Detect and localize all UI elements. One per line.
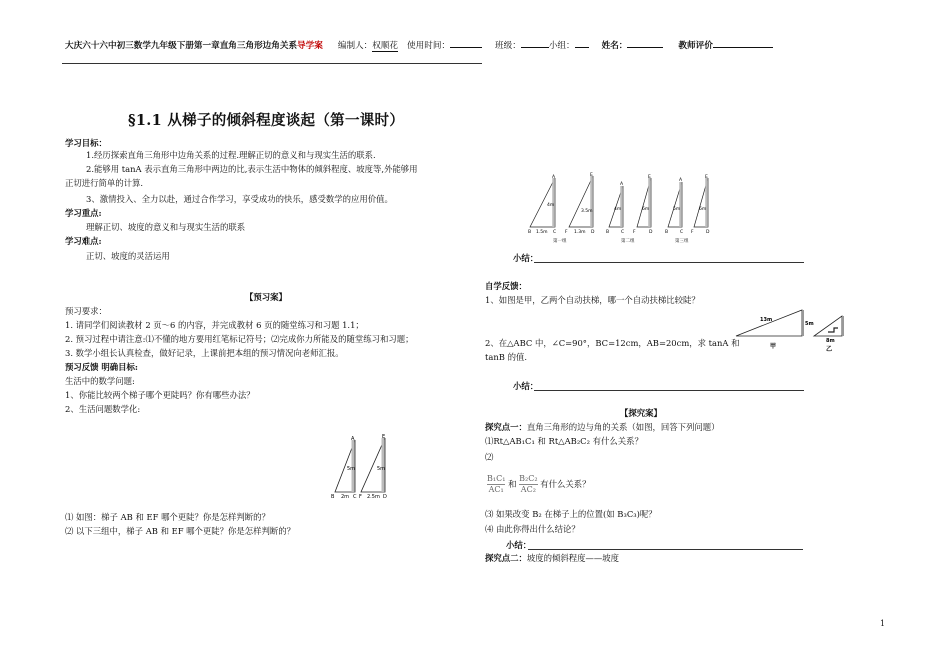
fraction-1: [487, 474, 505, 495]
fig1-label-5m-1: 5m: [347, 466, 356, 472]
p1-q3: ⑶ 如果改变 B₂ 在梯子上的位置(如 B₃C₃)呢？: [485, 509, 657, 519]
fig2-label-a1: A: [552, 175, 556, 180]
summary-label-3: 小结：: [506, 540, 532, 550]
fig2-label-c3: C: [680, 230, 684, 235]
difficulty-heading: 学习难点:: [65, 236, 102, 246]
fig1-label-a: A: [351, 436, 355, 442]
fraction-tail: 有什么关系？: [540, 479, 591, 489]
escalator-yi-wall: [842, 316, 844, 336]
fig2-label-d3: D: [706, 230, 710, 235]
esc-label-yi: 乙: [826, 346, 833, 353]
header-group-label: 小组：: [548, 41, 575, 51]
fig2-label-e2: E: [648, 175, 651, 180]
header-evaluation-blank[interactable]: [713, 47, 773, 48]
fig2-label-e1: E: [590, 173, 593, 178]
escalator-jia: [736, 310, 802, 336]
fig1-label-d: D: [383, 494, 387, 500]
fig2-label-c2: C: [621, 230, 625, 235]
page-title: §1.1 从梯子的倾斜程度谈起（第一课时）: [128, 112, 405, 129]
summary-label-1: 小结：: [513, 253, 539, 263]
fig1-label-2-5m: 2.5m: [367, 494, 380, 500]
question-1: ⑴ 如图：梯子 AB 和 EF 哪个更陡？你是怎样判断的？: [65, 512, 270, 522]
header-divider: [62, 63, 482, 64]
goal-1: 1.经历探索直角三角形中边角关系的过程.理解正切的意义和与现实生活的联系.: [86, 150, 376, 160]
fig2-label-c1: C: [553, 230, 557, 235]
header-line: [65, 39, 773, 52]
self-q2-b: tanB 的值.: [485, 352, 527, 362]
preview-item-1: 1. 请同学们阅读教材 2 页～6 的内容，并完成教材 6 页的随堂练习和习题 1.1；: [65, 320, 364, 330]
fig2-label-4m-1: 4m: [547, 203, 555, 208]
point1-label: 探究点一：: [485, 422, 527, 432]
esc-label-13m: 13m: [760, 317, 773, 323]
point2-text: 坡度的倾斜程度——坡度: [526, 553, 619, 563]
escalator-yi: [814, 316, 842, 336]
fraction-and: 和: [508, 479, 517, 489]
fraction-1-num: B₁C₁: [487, 474, 506, 483]
life-heading: 生活中的数学问题:: [65, 376, 135, 386]
fig2-label-f1: F: [565, 230, 568, 235]
life-item-1: 1、你能比较两个梯子哪个更陡吗？你有哪些办法？: [65, 390, 255, 400]
esc-label-jia: 甲: [770, 343, 777, 350]
fig2-caption-group-2: 第二组: [621, 239, 635, 244]
header-name-blank[interactable]: [627, 47, 663, 48]
fig2-caption-group-1: 第一组: [553, 239, 567, 244]
difficulty-text: 正切、坡度的灵活运用: [86, 251, 170, 261]
fig1-label-b: B: [331, 494, 335, 500]
header-class-blank[interactable]: [521, 47, 549, 48]
life-item-2: 2、生活问题数学化:: [65, 404, 141, 414]
fraction-2-den: AC₂: [520, 485, 536, 494]
summary-label-2: 小结：: [513, 381, 539, 391]
fraction-2-num: B₂C₂: [519, 474, 538, 483]
goal-2-cont: 正切进行简单的计算.: [65, 178, 144, 188]
self-q2-a: 2、在△ABC 中，∠C=90°，BC=12cm，AB=20cm，求 tanA 和: [485, 338, 740, 348]
fig2-label-e3: E: [705, 175, 708, 180]
p1-q1: ⑴Rt△AB₁C₁ 和 Rt△AB₂C₂ 有什么关系？: [485, 436, 643, 446]
header-editor-name: 权顺花: [372, 41, 399, 51]
fig2-label-a2: A: [620, 182, 624, 187]
feedback-heading: 预习反馈 明确目标:: [65, 362, 139, 372]
fig2-label-f3: F: [691, 230, 694, 235]
ladder-figure-1: [325, 434, 400, 500]
point2-line: [485, 553, 619, 564]
point1-text: 直角三角形的边与角的关系（如图，回答下列问题）: [526, 422, 720, 432]
ladder-groups-figure: [525, 172, 715, 244]
header-evaluation-label: 教师评价: [678, 41, 713, 51]
fig1-label-c: C: [353, 494, 357, 500]
fig2-label-a3: A: [679, 178, 683, 183]
summary-line-1[interactable]: [534, 262, 804, 263]
fig2-label-6m-1: 6m: [642, 207, 650, 212]
header-class-label: 班级：: [495, 41, 521, 51]
fraction-1-den: AC₁: [488, 485, 504, 494]
fig2-caption-group-3: 第三组: [675, 239, 689, 244]
header-editor-label: 编制人：: [337, 41, 373, 51]
fig2-label-f2: F: [633, 230, 636, 235]
preview-title: 【预习案】: [245, 292, 287, 302]
g1-triangle-ef: [569, 176, 593, 227]
point1-line: [485, 422, 720, 433]
summary-line-2[interactable]: [534, 390, 804, 391]
fig2-label-4m-2: 4m: [614, 207, 622, 212]
fig2-label-1-3m: 1.3m: [574, 230, 586, 235]
explore-title: 【探究案】: [620, 408, 662, 418]
fig2-label-1-5m: 1.5m: [536, 230, 548, 235]
fig2-label-b1: B: [528, 230, 532, 235]
fig2-label-b3: B: [665, 230, 669, 235]
page-number: 1: [880, 619, 886, 628]
fig2-label-d1: D: [591, 230, 595, 235]
preview-item-2: 2. 预习过程中请注意:⑴不懂的地方要用红笔标记符号；⑵完成你力所能及的随堂练习和习题；: [65, 334, 414, 344]
fig1-label-5m-2: 5m: [377, 466, 386, 472]
header-time-blank[interactable]: [450, 47, 482, 48]
question-2: ⑵ 以下三组中，梯子 AB 和 EF 哪个更陡？你是怎样判断的？: [65, 526, 296, 536]
key-text: 理解正切、坡度的意义和与现实生活的联系: [86, 222, 246, 232]
summary-line-3[interactable]: [528, 549, 803, 550]
goal-2: 2.能够用 tanA 表示直角三角形中两边的比,表示生活中物体的倾斜程度、坡度等,外能够用: [86, 164, 418, 174]
fig2-label-5m: 5m: [673, 207, 681, 212]
fig1-label-e: E: [382, 434, 386, 440]
preview-item-3: 3. 数学小组长认真检查，做好记录，上课前把本组的预习情况向老师汇报。: [65, 348, 344, 358]
self-feedback-heading: 自学反馈：: [485, 281, 527, 291]
goals-heading: 学习目标：: [65, 138, 107, 148]
header-school: 大庆六十六中初三数学九年级下册第一章直角三角形边角关系: [65, 41, 298, 51]
esc-label-8m: 8m: [826, 338, 835, 344]
fig2-label-6m-2: 6m: [699, 207, 707, 212]
header-name-label: 姓名：: [601, 41, 628, 51]
fig1-label-f: F: [359, 494, 362, 500]
self-q1: 1、如图是甲，乙两个自动扶梯，哪一个自动扶梯比较陡？: [485, 295, 700, 305]
fig2-label-d2: D: [649, 230, 653, 235]
ladder-triangle-ef: [361, 438, 385, 492]
p1-q2: ⑵: [485, 452, 494, 462]
fig1-label-2m: 2m: [341, 494, 350, 500]
fig2-label-b2: B: [606, 230, 610, 235]
header-plan-type: 导学案: [297, 41, 323, 51]
escalator-jia-wall: [802, 310, 804, 336]
p1-q4: ⑷ 由此你得出什么结论？: [485, 524, 580, 534]
esc-label-5m: 5m: [805, 321, 814, 327]
fig2-label-3-5m: 3.5m: [581, 209, 593, 214]
escalator-figure: [732, 306, 862, 354]
header-time-label: 使用时间：: [407, 41, 451, 51]
fraction-line: [487, 474, 590, 495]
goal-3: 3、激情投入、全力以赴，通过合作学习，享受成功的快乐，感受数学的应用价值。: [86, 194, 393, 204]
point2-label: 探究点二：: [485, 553, 527, 563]
key-heading: 学习重点:: [65, 208, 102, 218]
fraction-2: [519, 474, 537, 495]
preview-req: 预习要求：: [65, 306, 107, 316]
header-group-blank[interactable]: [575, 47, 589, 48]
